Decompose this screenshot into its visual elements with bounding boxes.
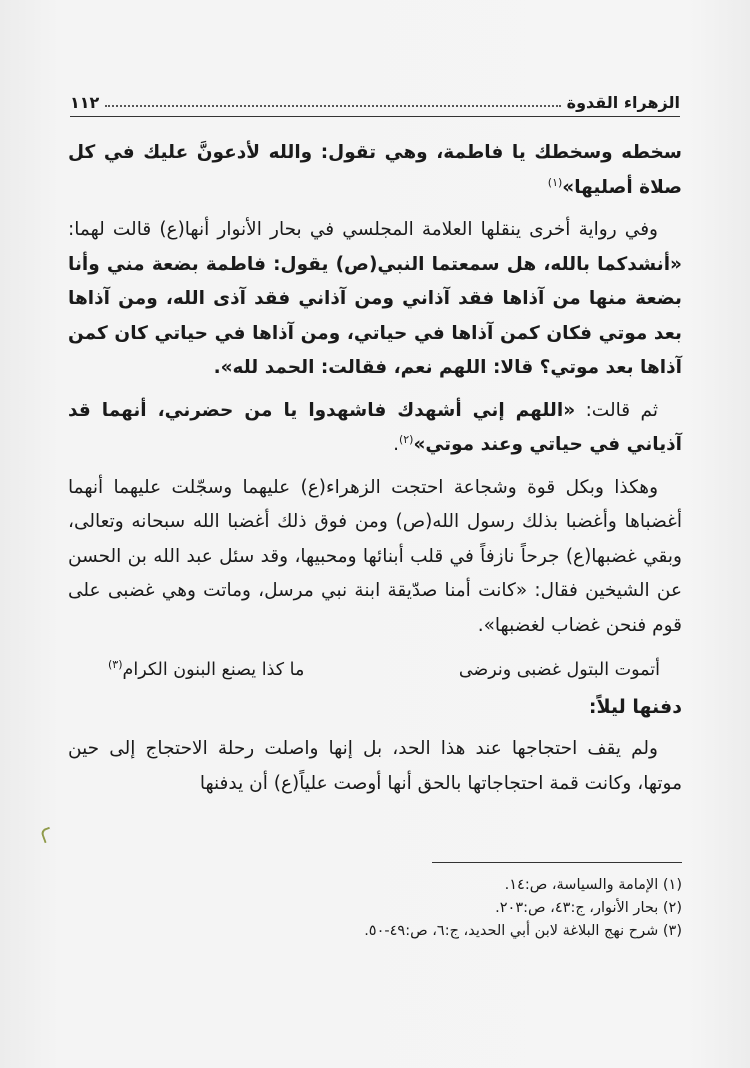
poem-second-hemistich	[108, 653, 304, 688]
page-number: ١١٢	[70, 93, 100, 112]
footnote-ref-2: (٢)	[398, 432, 414, 446]
paragraph-text: .	[393, 434, 399, 455]
paragraph-text: ولم يقف احتجاجها عند هذا الحد، بل إنها واصلت رحلة الاحتجاج إلى حين موتها، وكانت قمة احتجاجاتها بالحق أنها أوصت علياً(ع) أن يدفنها	[68, 738, 682, 794]
paragraph-1	[68, 136, 682, 205]
header-leader-dots	[105, 105, 560, 107]
paragraph-text: وفي رواية أخرى ينقلها العلامة المجلسي في بحار الأنوار أنها(ع) قالت لهما:	[68, 219, 658, 240]
footnote-2: (٢) بحار الأنوار، ج:٤٣، ص:٢٠٣.	[495, 900, 682, 916]
body-text	[68, 136, 682, 801]
quote-text: «أنشدكما بالله، هل سمعتما النبي(ص) يقول: فاطمة بضعة مني وأنا بضعة منها من آذاها فقد آذاني ومن آذاني فقد آذى الله، ومن آذاها بعد موتي فكان كمن آذاها في حياتي، ومن آذاها في حياتي كان كمن آذاها بعد موتي؟ قالا: اللهم نعم، فقالت: الحمد لله».	[68, 253, 682, 378]
paragraph-4	[68, 471, 682, 644]
footnotes	[68, 874, 682, 943]
running-title: الزهراء القدوة	[566, 93, 680, 112]
paragraph-text: ثم قالت:	[575, 399, 658, 421]
margin-pencil-mark	[40, 827, 54, 844]
footnote-1: (١) الإمامة والسياسة، ص:١٤.	[504, 877, 682, 893]
paragraph-5	[68, 732, 682, 801]
poem-first-hemistich: أتموت البتول غضبى ونرضى	[458, 660, 660, 680]
paragraph-3	[68, 394, 682, 463]
running-header	[70, 88, 680, 112]
footnote-3: (٣) شرح نهج البلاغة لابن أبي الحديد، ج:٦، ص:٤٩-٥٠.	[364, 923, 682, 939]
footnote-ref-1: (١)	[547, 175, 563, 189]
paragraph-text: وهكذا وبكل قوة وشجاعة احتجت الزهراء(ع) عليهما وسجّلت عليهما أنهما أغضباها وأغضبا بذلك رسول الله(ص) ومن فوق ذلك أغضبا الله سبحانه وتعالى، وبقي غضبها(ع) جرحاً نازفاً في قلب أبنائها ومحبيها، وقد سئل عبد الله بن الحسن عن الشيخين فقال: «كانت أمنا صدّيقة ابنة نبي مرسل، وماتت وهي غضبى على قوم فنحن غضاب لغضبها».	[68, 476, 682, 636]
quote-text: «اللهم إني أشهدك فاشهدوا يا من حضرني، أنهما قد آذياني في حياتي وعند موتي»	[68, 399, 682, 455]
footnote-rule	[432, 862, 682, 863]
header-rule	[70, 116, 680, 117]
footnote-ref-3: (٣)	[108, 658, 123, 672]
quote-text: سخطه وسخطك يا فاطمة، وهي تقول: والله لأدعونَّ عليك في كل صلاة أصليها»	[68, 142, 682, 198]
poem-second-text: ما كذا يصنع البنون الكرام	[122, 660, 305, 680]
poem-verse	[68, 653, 682, 688]
section-heading: دفنها ليلاً:	[588, 695, 682, 718]
paragraph-2	[68, 213, 682, 386]
